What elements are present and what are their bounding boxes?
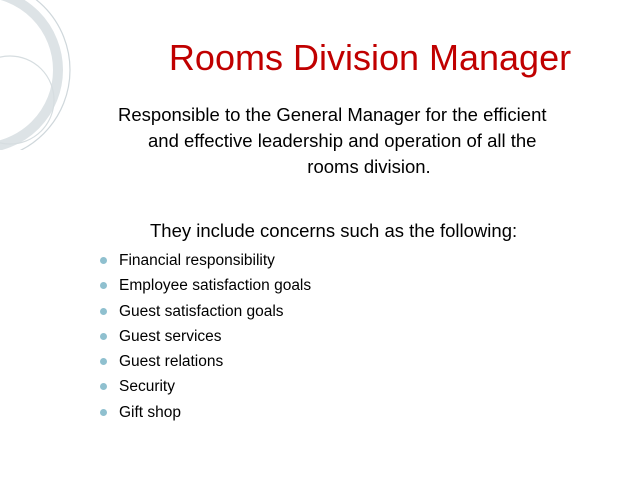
list-item (100, 276, 311, 301)
list-item-label: Guest satisfaction goals (119, 302, 284, 320)
decorative-circle-inner (0, 0, 58, 148)
bullet-icon (100, 383, 107, 390)
bullet-icon (100, 409, 107, 416)
list-item (100, 352, 311, 377)
intro-paragraph (110, 102, 626, 180)
list-item-label: Security (119, 378, 175, 396)
list-item-label: Guest services (119, 327, 222, 345)
intro-line: Responsible to the General Manager for the efficient (118, 104, 547, 125)
bullet-icon (100, 308, 107, 315)
list-item (100, 327, 311, 352)
bullet-icon (100, 257, 107, 264)
slide-title: Rooms Division Manager (168, 37, 572, 78)
bullet-icon (100, 358, 107, 365)
list-item (100, 251, 311, 276)
intro-line: and effective leadership and operation of all the (148, 130, 537, 151)
bullet-icon (100, 333, 107, 340)
lead-sentence: They include concerns such as the following: (150, 220, 518, 241)
list-item-label: Guest relations (119, 353, 224, 371)
concerns-list (100, 251, 311, 428)
decorative-circles (0, 0, 80, 150)
list-item-label: Financial responsibility (119, 252, 275, 269)
list-item-label: Employee satisfaction goals (119, 277, 312, 295)
bullet-icon (100, 282, 107, 289)
list-item (100, 377, 311, 402)
list-item (100, 302, 311, 327)
list-item (100, 403, 311, 428)
list-item-label: Gift shop (119, 403, 182, 421)
intro-line: rooms division. (307, 156, 431, 177)
